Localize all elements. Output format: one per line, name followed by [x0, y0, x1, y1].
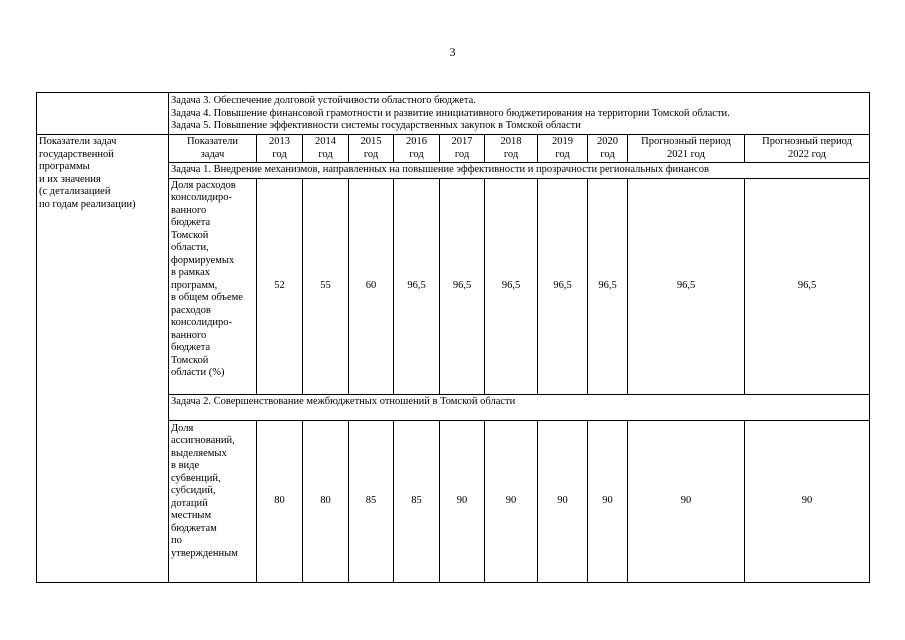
task-3-line: Задача 3. Обеспечение долговой устойчивости областного бюджета.	[171, 95, 476, 106]
indicator-cell: Доля расходов консолидиро- ванного бюджета Томской области, формируемых в рамках программ, в общем объеме расходов консолидиро- ванного бюджета Томской области (%)	[169, 178, 257, 394]
value-cell: 52	[257, 178, 303, 394]
program-indicators-table	[36, 92, 870, 583]
value-cell: 96,5	[745, 178, 870, 394]
year-header-2018: 2018 год	[485, 135, 538, 163]
tasks-header-row	[37, 93, 870, 135]
value-cell: 80	[257, 420, 303, 582]
empty-left-cell	[37, 93, 169, 135]
value-cell: 80	[303, 420, 349, 582]
indicator-cell: Доля ассигнований, выделяемых в виде субвенций, субсидий, дотаций местным бюджетам по утвержденным	[169, 420, 257, 582]
value-cell: 85	[394, 420, 440, 582]
column-header-row	[37, 135, 870, 163]
value-cell: 96,5	[485, 178, 538, 394]
value-cell: 55	[303, 178, 349, 394]
value-cell: 96,5	[538, 178, 588, 394]
value-cell: 96,5	[588, 178, 628, 394]
value-cell: 60	[349, 178, 394, 394]
value-cell: 90	[485, 420, 538, 582]
task-4-line: Задача 4. Повышение финансовой грамотности и развитие инициативного бюджетирования на территории Томской области.	[171, 107, 730, 119]
left-label-cell: Показатели задач государственной программы и их значения (с детализацией по годам реализации)	[37, 135, 169, 583]
value-cell: 96,5	[628, 178, 745, 394]
value-cell: 90	[745, 420, 870, 582]
page-number: 3	[449, 45, 456, 59]
tasks-list-cell	[169, 93, 870, 135]
year-header-2019: 2019 год	[538, 135, 588, 163]
value-cell: 85	[349, 420, 394, 582]
year-header-2022: Прогнозный период 2022 год	[745, 135, 870, 163]
value-cell: 96,5	[394, 178, 440, 394]
value-cell: 90	[588, 420, 628, 582]
year-header-2014: 2014 год	[303, 135, 349, 163]
value-cell: 90	[538, 420, 588, 582]
year-header-2013: 2013 год	[257, 135, 303, 163]
year-header-2017: 2017 год	[440, 135, 485, 163]
year-header-2020: 2020 год	[588, 135, 628, 163]
value-cell: 96,5	[440, 178, 485, 394]
year-header-2015: 2015 год	[349, 135, 394, 163]
year-header-2021: Прогнозный период 2021 год	[628, 135, 745, 163]
task-5-line: Задача 5. Повышение эффективности системы государственных закупок в Томской области	[171, 120, 581, 131]
indicator-header: Показатели задач	[169, 135, 257, 163]
task-2-title: Задача 2. Совершенствование межбюджетных отношений в Томской области	[169, 394, 870, 420]
year-header-2016: 2016 год	[394, 135, 440, 163]
value-cell: 90	[628, 420, 745, 582]
task-1-title: Задача 1. Внедрение механизмов, направленных на повышение эффективности и прозрачности региональных финансов	[169, 163, 870, 179]
value-cell: 90	[440, 420, 485, 582]
